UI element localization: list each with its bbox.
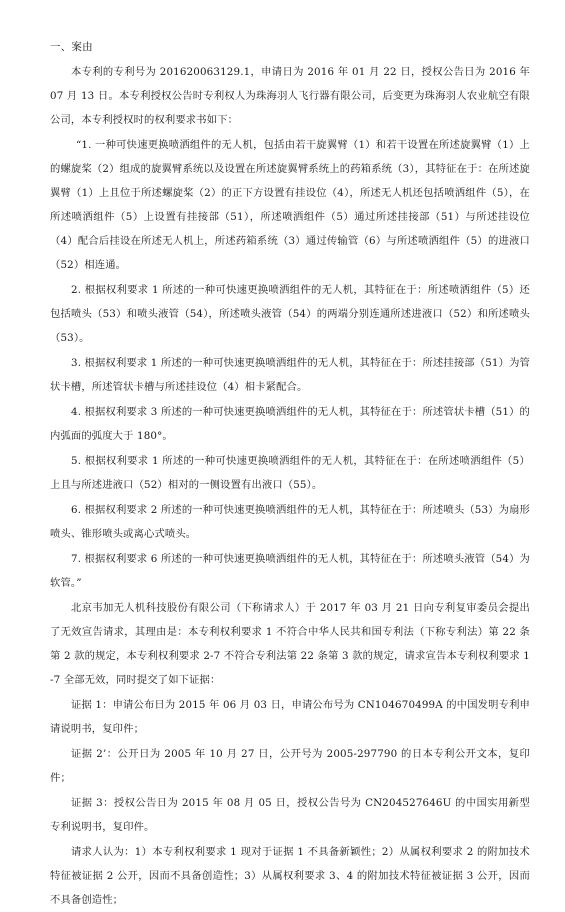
evidence-1-paragraph: 证据 1：申请公布日为 2015 年 06 月 03 日，申请公布号为 CN104670499A 的中国发明专利申请说明书，复印件； (50, 699, 530, 735)
case-intro-paragraph: 本专利的专利号为 201620063129.1，申请日为 2016 年 01 月 22 日，授权公告日为 2016 年 07 月 13 日。本专利授权公告时专利权人为珠海羽人飞行器有限公司，后变更为珠海羽人农业航空有限公司，本专利授权时的权利要求书如下： (50, 66, 530, 126)
claim-6-paragraph: 6. 根据权利要求 2 所述的一种可快速更换喷洒组件的无人机，其特征在于：所述喷头（53）为扇形喷头、锥形喷头或离心式喷头。 (50, 504, 530, 540)
evidence-3-paragraph: 证据 3：授权公告日为 2015 年 08 月 05 日，授权公告号为 CN204527646U 的中国实用新型专利说明书，复印件。 (50, 797, 530, 833)
section-heading: 一、案由 (50, 41, 93, 53)
claim-3-paragraph: 3. 根据权利要求 1 所述的一种可快速更换喷洒组件的无人机，其特征在于：所述挂接部（51）为管状卡槽，所述管状卡槽与所述挂设位（4）相卡紧配合。 (50, 357, 530, 393)
claim-7-paragraph: 7. 根据权利要求 6 所述的一种可快速更换喷洒组件的无人机，其特征在于：所述喷头液管（54）为软管。” (50, 553, 530, 589)
invalidation-request-paragraph: 北京韦加无人机科技股份有限公司（下称请求人）于 2017 年 03 月 21 日向专利复审委员会提出了无效宣告请求，其理由是：本专利权利要求 1 不符合中华人民共和国专利法（下称专利法）第 22 条第 2 款的规定，本专利权利要求 2-7 不符合专利法第 22 条第 3 款的规定，请求宣告本专利权利要求 1-7 全部无效，同时提交了如下证据： (50, 602, 530, 686)
claim-5-paragraph: 5. 根据权利要求 1 所述的一种可快速更换喷洒组件的无人机，其特征在于：在所述喷洒组件（5）上且与所述进液口（52）相对的一侧设置有出液口（55）。 (50, 455, 530, 491)
evidence-2-paragraph: 证据 2’：公开日为 2005 年 10 月 27 日，公开号为 2005-297790 的日本专利公开文本，复印件； (50, 748, 530, 784)
document-page (50, 40, 530, 912)
claim-1-paragraph: “1. 一种可快速更换喷洒组件的无人机，包括由若干旋翼臂（1）和若干设置在所述旋翼臂（1）上的螺旋桨（2）组成的旋翼臂系统以及设置在所述旋翼臂系统上的药箱系统（3），其特征在于：在所述旋翼臂（1）上且位于所述螺旋桨（2）的正下方设置有挂设位（4），所述无人机还包括喷洒组件（5），在所述喷洒组件（5）上设置有挂接部（51），所述喷洒组件（5）通过所述挂接部（51）与所述挂设位（4）配合后挂设在所述无人机上，所述药箱系统（3）通过传输管（6）与所述喷洒组件（5）的进液口（52）相连通。 (50, 139, 530, 271)
claim-4-paragraph: 4. 根据权利要求 3 所述的一种可快速更换喷洒组件的无人机，其特征在于：所述管状卡槽（51）的内弧面的弧度大于 180°。 (50, 406, 530, 442)
claim-2-paragraph: 2. 根据权利要求 1 所述的一种可快速更换喷洒组件的无人机，其特征在于：所述喷洒组件（5）还包括喷头（53）和喷头液管（54），所述喷头液管（54）的两端分别连通所述进液口（52）和所述喷头（53）。 (50, 284, 530, 344)
requester-opinion-paragraph: 请求人认为：1）本专利权利要求 1 现对于证据 1 不具备新颖性；2）从属权利要求 2 的附加技术特征被证据 2 公开，因而不具备创造性；3）从属权利要求 3、4 的附加技术特征被证据 3 公开，因而不具备创造性； (50, 846, 530, 906)
